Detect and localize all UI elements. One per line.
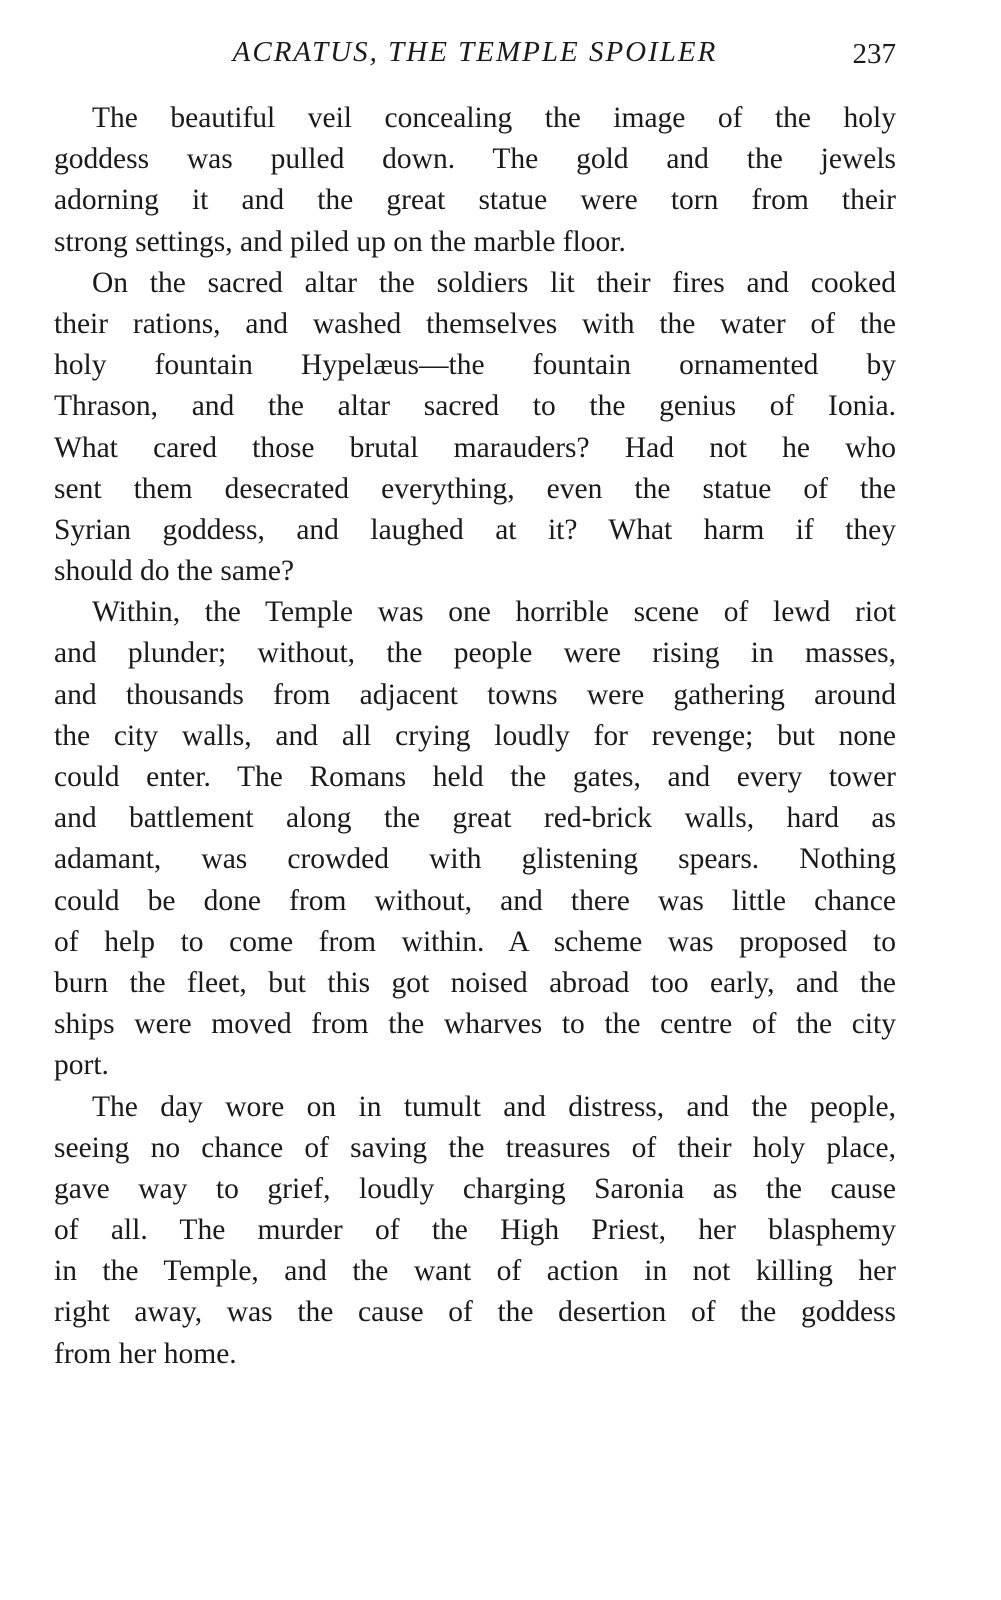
text-line: sent them desecrated everything, even the statue of the: [54, 472, 896, 505]
paragraph-3: [54, 592, 896, 1086]
text-line: in the Temple, and the want of action in not killing her: [54, 1255, 896, 1288]
text-line: right away, was the cause of the desertion of the goddess: [54, 1296, 896, 1329]
running-title: ACRATUS, THE TEMPLE SPOILER: [232, 36, 718, 68]
text-line: their rations, and washed themselves with the water of the: [54, 307, 896, 340]
text-line: strong settings, and piled up on the marble floor.: [54, 225, 626, 258]
text-line: and thousands from adjacent towns were gathering around: [54, 678, 896, 711]
body-text: [54, 98, 896, 1375]
text-line: and plunder; without, the people were rising in masses,: [54, 637, 896, 670]
text-line: of help to come from within. A scheme was proposed to: [54, 925, 896, 958]
text-line: The beautiful veil concealing the image of the holy: [92, 102, 896, 134]
text-line: holy fountain Hypelæus—the fountain ornamented by: [54, 349, 896, 382]
text-line: seeing no chance of saving the treasures of their holy place,: [54, 1131, 896, 1164]
text-line: should do the same?: [54, 555, 295, 588]
paragraph-4: [54, 1087, 896, 1375]
text-line: On the sacred altar the soldiers lit their fires and cooked: [92, 266, 896, 299]
text-line: burn the fleet, but this got noised abroad too early, and the: [54, 966, 896, 999]
text-line: port.: [54, 1049, 109, 1082]
text-line: Within, the Temple was one horrible scene of lewd riot: [92, 596, 896, 629]
text-line: Thrason, and the altar sacred to the genius of Ionia.: [54, 390, 896, 423]
text-line: gave way to grief, loudly charging Saronia as the cause: [54, 1172, 896, 1205]
running-head: [54, 32, 896, 72]
text-line: from her home.: [54, 1337, 237, 1370]
text-line: of all. The murder of the High Priest, her blasphemy: [54, 1214, 896, 1247]
text-line: could be done from without, and there was little chance: [54, 884, 896, 917]
paragraph-2: [54, 263, 896, 593]
text-line: Syrian goddess, and laughed at it? What harm if they: [54, 513, 896, 546]
text-line: The day wore on in tumult and distress, and the people,: [92, 1090, 896, 1123]
text-line: ships were moved from the wharves to the centre of the city: [54, 1008, 896, 1041]
text-line: could enter. The Romans held the gates, and every tower: [54, 761, 896, 793]
text-line: and battlement along the great red-brick walls, hard as: [54, 802, 896, 835]
text-line: goddess was pulled down. The gold and the jewels: [54, 143, 896, 176]
paragraph-1: [54, 98, 896, 263]
text-line: adorning it and the great statue were torn from their: [54, 184, 896, 217]
page-number: 237: [852, 38, 896, 70]
text-line: What cared those brutal marauders? Had not he who: [54, 431, 896, 464]
text-line: adamant, was crowded with glistening spears. Nothing: [54, 843, 896, 876]
text-line: the city walls, and all crying loudly for revenge; but none: [54, 719, 896, 752]
